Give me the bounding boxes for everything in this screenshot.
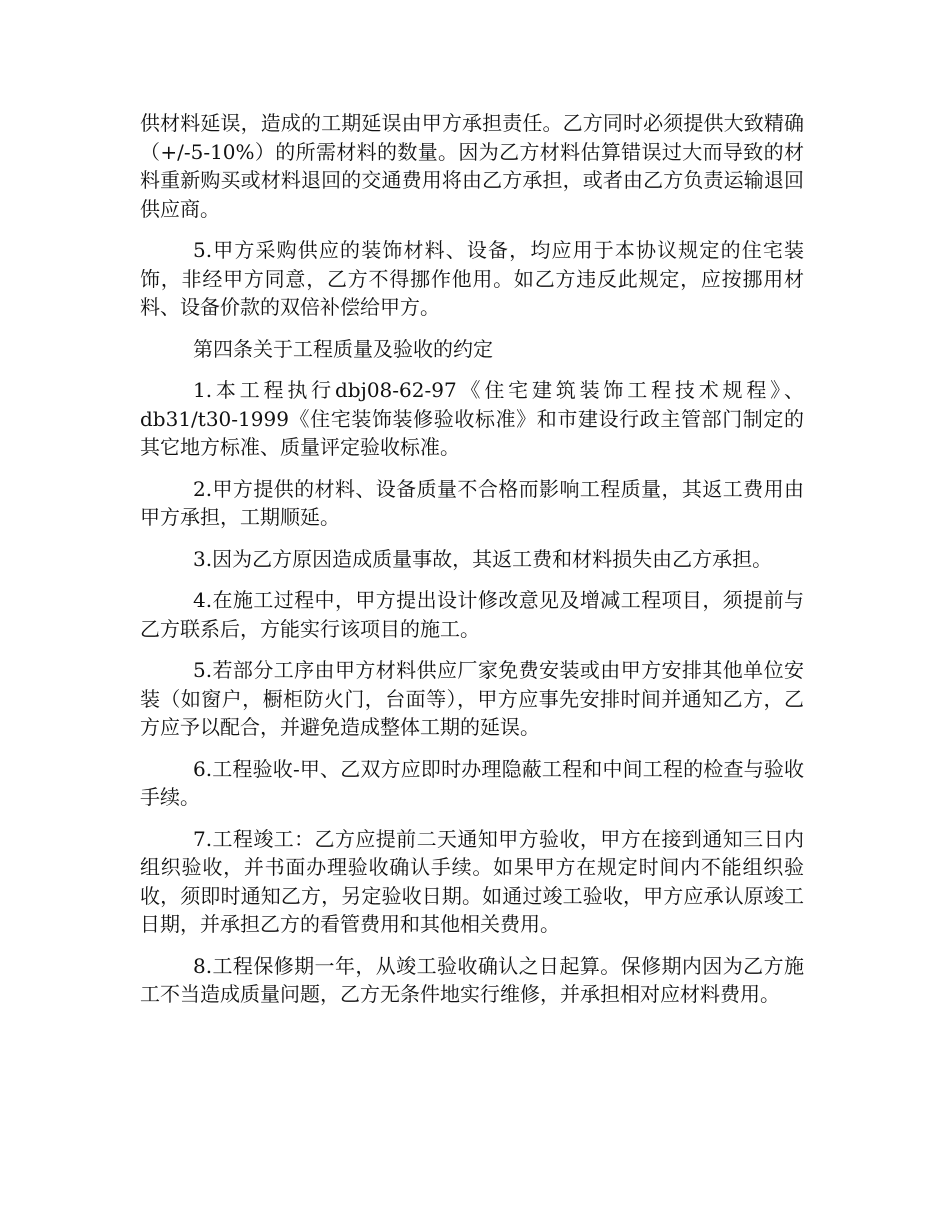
paragraph-clause-4-3: 3.因为乙方原因造成质量事故，其返工费和材料损失由乙方承担。 [193,546,773,571]
section-heading-article-4: 第四条关于工程质量及验收的约定 [193,336,493,361]
paragraph-clause-4-5: 5.若部分工序由甲方材料供应厂家免费安装或由甲方安排其他单位安装（如窗户，橱柜防火门，台面等），甲方应事先安排时间并通知乙方，乙方应予以配合，并避免造成整体工期的延误。 [140,658,804,739]
paragraph-clause-4-8: 8.工程保修期一年，从竣工验收确认之日起算。保修期内因为乙方施工不当造成质量问题，乙方无条件地实行维修，并承担相对应材料费用。 [140,953,804,1006]
paragraph-clause-4-7: 7.工程竣工：乙方应提前二天通知甲方验收，甲方在接到通知三日内组织验收，并书面办理验收确认手续。如果甲方在规定时间内不能组织验收，须即时通知乙方，另定验收日期。如通过竣工验收，甲方应承认原竣工日期，并承担乙方的看管费用和其他相关费用。 [140,826,804,936]
paragraph-clause-4-6: 6.工程验收-甲、乙双方应即时办理隐蔽工程和中间工程的检查与验收手续。 [140,756,804,809]
document-page [140,109,804,1022]
paragraph-continuation: 供材料延误，造成的工期延误由甲方承担责任。乙方同时必须提供大致精确（+/-5-10%）的所需材料的数量。因为乙方材料估算错误过大而导致的材料重新购买或材料退回的交通费用将由乙方承担，或者由乙方负责运输退回供应商。 [140,111,804,221]
paragraph-clause-4-2: 2.甲方提供的材料、设备质量不合格而影响工程质量，其返工费用由甲方承担，工期顺延。 [140,476,804,529]
paragraph-clause-3-5: 5.甲方采购供应的装饰材料、设备，均应用于本协议规定的住宅装饰，非经甲方同意，乙方不得挪作他用。如乙方违反此规定，应按挪用材料、设备价款的双倍补偿给甲方。 [140,238,804,319]
paragraph-clause-4-4: 4.在施工过程中，甲方提出设计修改意见及增减工程项目，须提前与乙方联系后，方能实行该项目的施工。 [140,588,804,641]
paragraph-clause-4-1: 1.本工程执行dbj08-62-97《住宅建筑装饰工程技术规程》、db31/t30-1999《住宅装饰装修验收标准》和市建设行政主管部门制定的其它地方标准、质量评定验收标准。 [140,378,804,459]
